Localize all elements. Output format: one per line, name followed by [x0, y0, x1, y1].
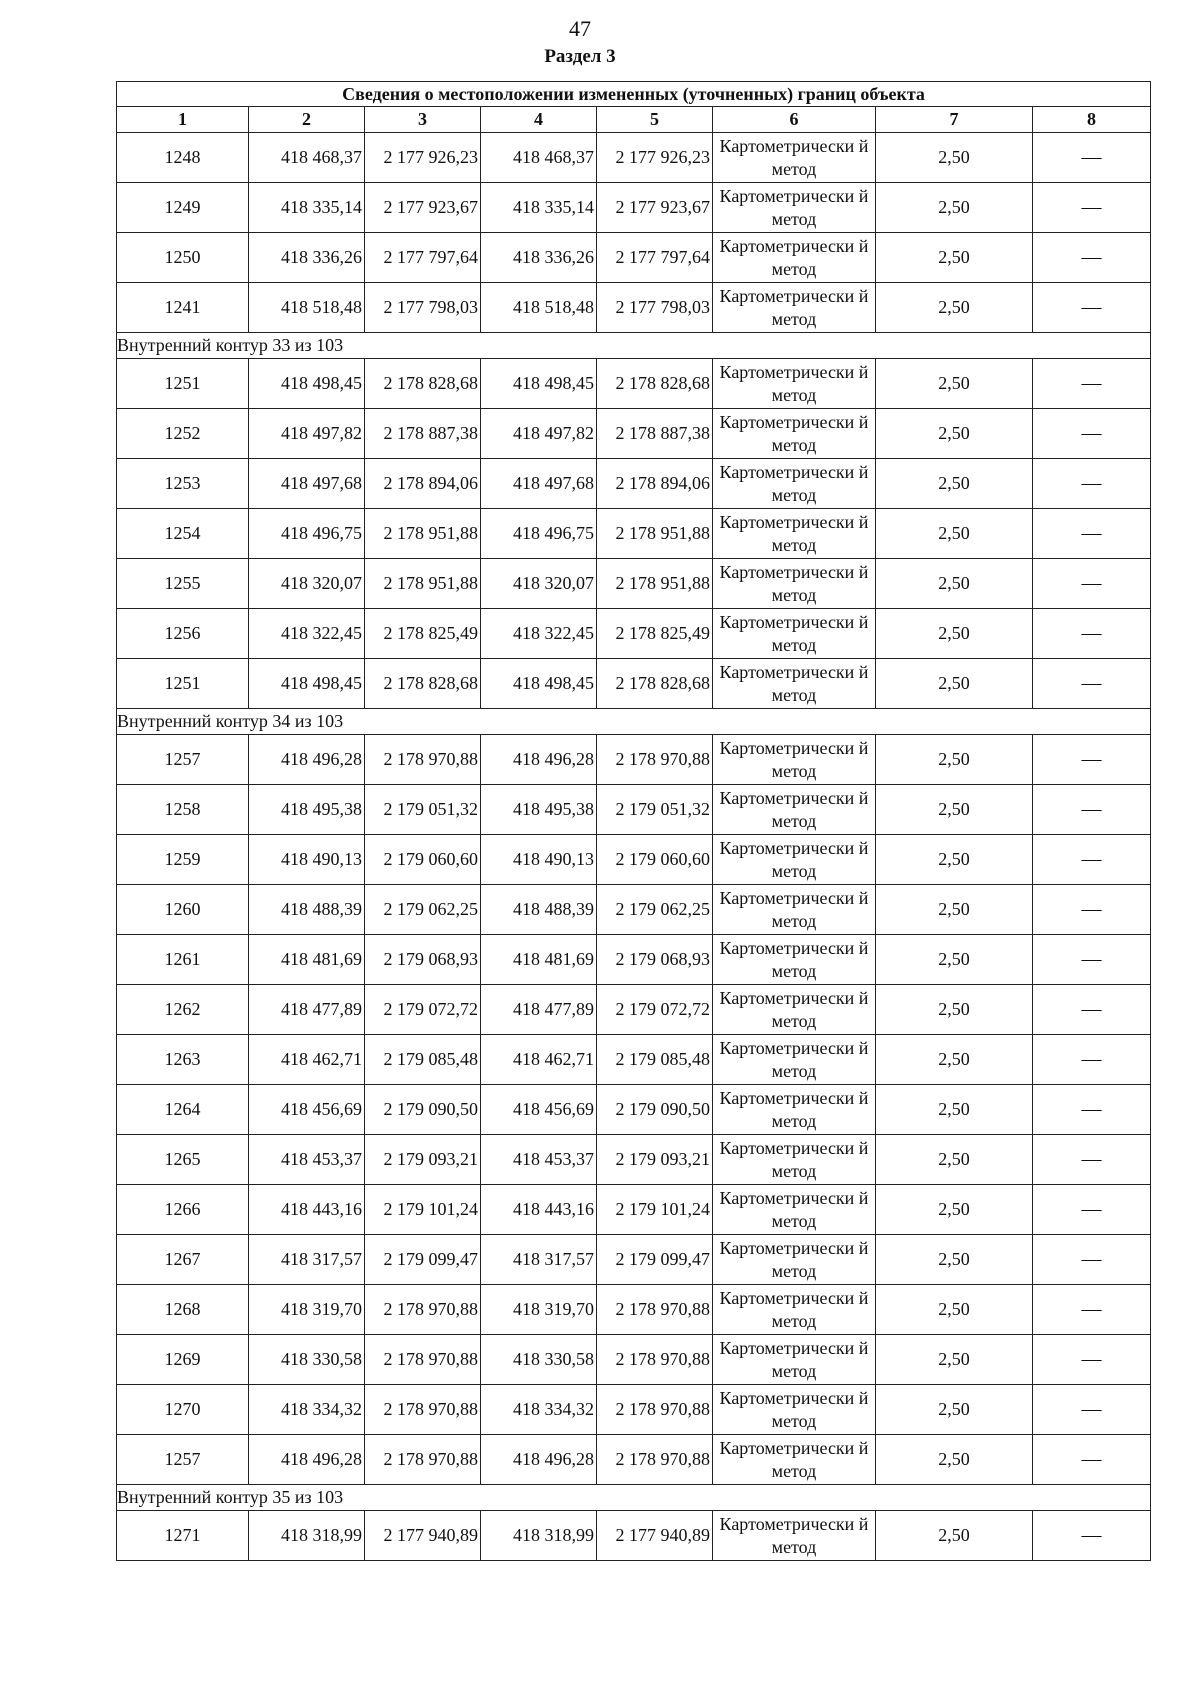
- accuracy-cell: 2,50: [876, 233, 1033, 283]
- point-number-cell: 1254: [117, 509, 249, 559]
- table-row: [117, 1385, 1151, 1435]
- point-number-cell: 1241: [117, 283, 249, 333]
- method-cell: Картометрически й метод: [713, 735, 876, 785]
- y-old-cell: 2 178 951,88: [365, 509, 481, 559]
- point-number-cell: 1263: [117, 1035, 249, 1085]
- method-cell: Картометрически й метод: [713, 283, 876, 333]
- x-new-cell: 418 496,28: [481, 735, 597, 785]
- x-old-cell: 418 462,71: [249, 1035, 365, 1085]
- accuracy-cell: 2,50: [876, 609, 1033, 659]
- x-old-cell: 418 477,89: [249, 985, 365, 1035]
- description-cell: —: [1033, 133, 1151, 183]
- x-new-cell: 418 468,37: [481, 133, 597, 183]
- description-cell: —: [1033, 1235, 1151, 1285]
- x-old-cell: 418 498,45: [249, 359, 365, 409]
- x-new-cell: 418 462,71: [481, 1035, 597, 1085]
- method-cell: Картометрически й метод: [713, 609, 876, 659]
- contour-row: [117, 1485, 1151, 1511]
- y-new-cell: 2 177 940,89: [597, 1511, 713, 1561]
- table-row: [117, 735, 1151, 785]
- column-header: 4: [481, 107, 597, 133]
- y-old-cell: 2 179 101,24: [365, 1185, 481, 1235]
- description-cell: —: [1033, 183, 1151, 233]
- point-number-cell: 1250: [117, 233, 249, 283]
- y-old-cell: 2 178 951,88: [365, 559, 481, 609]
- x-new-cell: 418 490,13: [481, 835, 597, 885]
- x-new-cell: 418 497,68: [481, 459, 597, 509]
- table-row: [117, 935, 1151, 985]
- y-old-cell: 2 178 970,88: [365, 1385, 481, 1435]
- y-old-cell: 2 178 828,68: [365, 659, 481, 709]
- method-cell: Картометрически й метод: [713, 359, 876, 409]
- x-new-cell: 418 496,75: [481, 509, 597, 559]
- method-cell: Картометрически й метод: [713, 459, 876, 509]
- x-new-cell: 418 477,89: [481, 985, 597, 1035]
- y-new-cell: 2 178 894,06: [597, 459, 713, 509]
- description-cell: —: [1033, 283, 1151, 333]
- description-cell: —: [1033, 935, 1151, 985]
- x-old-cell: 418 456,69: [249, 1085, 365, 1135]
- column-header: 1: [117, 107, 249, 133]
- y-old-cell: 2 179 051,32: [365, 785, 481, 835]
- accuracy-cell: 2,50: [876, 559, 1033, 609]
- point-number-cell: 1253: [117, 459, 249, 509]
- accuracy-cell: 2,50: [876, 659, 1033, 709]
- contour-label: Внутренний контур 34 из 103: [117, 709, 1151, 735]
- y-new-cell: 2 178 970,88: [597, 1385, 713, 1435]
- method-cell: Картометрически й метод: [713, 1035, 876, 1085]
- contour-row: [117, 709, 1151, 735]
- x-old-cell: 418 318,99: [249, 1511, 365, 1561]
- x-old-cell: 418 518,48: [249, 283, 365, 333]
- y-new-cell: 2 178 970,88: [597, 1285, 713, 1335]
- accuracy-cell: 2,50: [876, 183, 1033, 233]
- point-number-cell: 1266: [117, 1185, 249, 1235]
- x-new-cell: 418 336,26: [481, 233, 597, 283]
- point-number-cell: 1257: [117, 735, 249, 785]
- x-new-cell: 418 320,07: [481, 559, 597, 609]
- y-new-cell: 2 179 060,60: [597, 835, 713, 885]
- y-old-cell: 2 177 940,89: [365, 1511, 481, 1561]
- accuracy-cell: 2,50: [876, 1335, 1033, 1385]
- method-cell: Картометрически й метод: [713, 659, 876, 709]
- y-old-cell: 2 177 926,23: [365, 133, 481, 183]
- table-row: [117, 233, 1151, 283]
- description-cell: —: [1033, 559, 1151, 609]
- y-new-cell: 2 179 085,48: [597, 1035, 713, 1085]
- x-old-cell: 418 468,37: [249, 133, 365, 183]
- method-cell: Картометрически й метод: [713, 1335, 876, 1385]
- x-old-cell: 418 335,14: [249, 183, 365, 233]
- description-cell: —: [1033, 359, 1151, 409]
- method-cell: Картометрически й метод: [713, 1435, 876, 1485]
- x-old-cell: 418 317,57: [249, 1235, 365, 1285]
- column-header: 7: [876, 107, 1033, 133]
- method-cell: Картометрически й метод: [713, 1285, 876, 1335]
- section-title: Раздел 3: [544, 46, 616, 67]
- table-row: [117, 183, 1151, 233]
- method-cell: Картометрически й метод: [713, 1085, 876, 1135]
- table-row: [117, 559, 1151, 609]
- y-old-cell: 2 179 060,60: [365, 835, 481, 885]
- table-row: [117, 785, 1151, 835]
- x-new-cell: 418 495,38: [481, 785, 597, 835]
- x-new-cell: 418 453,37: [481, 1135, 597, 1185]
- y-new-cell: 2 179 051,32: [597, 785, 713, 835]
- y-new-cell: 2 178 951,88: [597, 559, 713, 609]
- contour-row: [117, 333, 1151, 359]
- x-old-cell: 418 334,32: [249, 1385, 365, 1435]
- x-new-cell: 418 498,45: [481, 659, 597, 709]
- y-old-cell: 2 178 887,38: [365, 409, 481, 459]
- table-row: [117, 1085, 1151, 1135]
- description-cell: —: [1033, 509, 1151, 559]
- x-new-cell: 418 443,16: [481, 1185, 597, 1235]
- table-row: [117, 885, 1151, 935]
- point-number-cell: 1271: [117, 1511, 249, 1561]
- y-new-cell: 2 178 970,88: [597, 1335, 713, 1385]
- header-row: [117, 107, 1151, 133]
- y-old-cell: 2 178 894,06: [365, 459, 481, 509]
- table-row: [117, 1035, 1151, 1085]
- point-number-cell: 1269: [117, 1335, 249, 1385]
- y-new-cell: 2 179 072,72: [597, 985, 713, 1035]
- accuracy-cell: 2,50: [876, 133, 1033, 183]
- y-new-cell: 2 178 970,88: [597, 735, 713, 785]
- point-number-cell: 1252: [117, 409, 249, 459]
- y-old-cell: 2 179 099,47: [365, 1235, 481, 1285]
- y-old-cell: 2 177 797,64: [365, 233, 481, 283]
- point-number-cell: 1256: [117, 609, 249, 659]
- description-cell: —: [1033, 1085, 1151, 1135]
- y-new-cell: 2 179 090,50: [597, 1085, 713, 1135]
- table-row: [117, 1185, 1151, 1235]
- y-new-cell: 2 177 923,67: [597, 183, 713, 233]
- method-cell: Картометрически й метод: [713, 1511, 876, 1561]
- contour-label: Внутренний контур 35 из 103: [117, 1485, 1151, 1511]
- y-new-cell: 2 178 970,88: [597, 1435, 713, 1485]
- description-cell: —: [1033, 1185, 1151, 1235]
- point-number-cell: 1257: [117, 1435, 249, 1485]
- y-new-cell: 2 179 062,25: [597, 885, 713, 935]
- y-old-cell: 2 179 085,48: [365, 1035, 481, 1085]
- column-header: 6: [713, 107, 876, 133]
- point-number-cell: 1262: [117, 985, 249, 1035]
- y-new-cell: 2 178 951,88: [597, 509, 713, 559]
- y-old-cell: 2 179 093,21: [365, 1135, 481, 1185]
- table-row: [117, 1235, 1151, 1285]
- y-old-cell: 2 179 072,72: [365, 985, 481, 1035]
- description-cell: —: [1033, 1511, 1151, 1561]
- table-row: [117, 409, 1151, 459]
- description-cell: —: [1033, 1385, 1151, 1435]
- x-old-cell: 418 453,37: [249, 1135, 365, 1185]
- method-cell: Картометрически й метод: [713, 559, 876, 609]
- description-cell: —: [1033, 459, 1151, 509]
- x-old-cell: 418 497,82: [249, 409, 365, 459]
- y-new-cell: 2 177 798,03: [597, 283, 713, 333]
- method-cell: Картометрически й метод: [713, 1185, 876, 1235]
- accuracy-cell: 2,50: [876, 935, 1033, 985]
- description-cell: —: [1033, 1285, 1151, 1335]
- y-new-cell: 2 178 828,68: [597, 359, 713, 409]
- method-cell: Картометрически й метод: [713, 1135, 876, 1185]
- accuracy-cell: 2,50: [876, 735, 1033, 785]
- accuracy-cell: 2,50: [876, 1285, 1033, 1335]
- x-old-cell: 418 496,28: [249, 735, 365, 785]
- point-number-cell: 1268: [117, 1285, 249, 1335]
- y-new-cell: 2 178 887,38: [597, 409, 713, 459]
- y-new-cell: 2 179 099,47: [597, 1235, 713, 1285]
- table-row: [117, 1511, 1151, 1561]
- description-cell: —: [1033, 885, 1151, 935]
- description-cell: —: [1033, 1035, 1151, 1085]
- table-row: [117, 985, 1151, 1035]
- y-old-cell: 2 177 798,03: [365, 283, 481, 333]
- description-cell: —: [1033, 409, 1151, 459]
- description-cell: —: [1033, 1435, 1151, 1485]
- table-row: [117, 659, 1151, 709]
- accuracy-cell: 2,50: [876, 509, 1033, 559]
- point-number-cell: 1270: [117, 1385, 249, 1435]
- description-cell: —: [1033, 1335, 1151, 1385]
- description-cell: —: [1033, 609, 1151, 659]
- point-number-cell: 1249: [117, 183, 249, 233]
- x-new-cell: 418 498,45: [481, 359, 597, 409]
- x-new-cell: 418 518,48: [481, 283, 597, 333]
- method-cell: Картометрически й метод: [713, 183, 876, 233]
- table-row: [117, 133, 1151, 183]
- x-new-cell: 418 488,39: [481, 885, 597, 935]
- point-number-cell: 1260: [117, 885, 249, 935]
- accuracy-cell: 2,50: [876, 1511, 1033, 1561]
- point-number-cell: 1267: [117, 1235, 249, 1285]
- y-old-cell: 2 178 970,88: [365, 735, 481, 785]
- description-cell: —: [1033, 735, 1151, 785]
- description-cell: —: [1033, 1135, 1151, 1185]
- y-old-cell: 2 178 828,68: [365, 359, 481, 409]
- table-row: [117, 1335, 1151, 1385]
- y-new-cell: 2 178 828,68: [597, 659, 713, 709]
- accuracy-cell: 2,50: [876, 985, 1033, 1035]
- x-old-cell: 418 322,45: [249, 609, 365, 659]
- table-caption: Сведения о местоположении измененных (уточненных) границ объекта: [117, 82, 1151, 107]
- y-old-cell: 2 177 923,67: [365, 183, 481, 233]
- description-cell: —: [1033, 985, 1151, 1035]
- point-number-cell: 1251: [117, 359, 249, 409]
- point-number-cell: 1251: [117, 659, 249, 709]
- x-new-cell: 418 318,99: [481, 1511, 597, 1561]
- point-number-cell: 1265: [117, 1135, 249, 1185]
- x-new-cell: 418 497,82: [481, 409, 597, 459]
- description-cell: —: [1033, 785, 1151, 835]
- method-cell: Картометрически й метод: [713, 133, 876, 183]
- y-old-cell: 2 178 970,88: [365, 1285, 481, 1335]
- point-number-cell: 1259: [117, 835, 249, 885]
- accuracy-cell: 2,50: [876, 1385, 1033, 1435]
- x-old-cell: 418 495,38: [249, 785, 365, 835]
- method-cell: Картометрически й метод: [713, 409, 876, 459]
- x-old-cell: 418 488,39: [249, 885, 365, 935]
- accuracy-cell: 2,50: [876, 1435, 1033, 1485]
- x-new-cell: 418 456,69: [481, 1085, 597, 1135]
- accuracy-cell: 2,50: [876, 1185, 1033, 1235]
- x-old-cell: 418 481,69: [249, 935, 365, 985]
- x-old-cell: 418 496,75: [249, 509, 365, 559]
- x-new-cell: 418 334,32: [481, 1385, 597, 1435]
- method-cell: Картометрически й метод: [713, 509, 876, 559]
- x-new-cell: 418 330,58: [481, 1335, 597, 1385]
- column-header: 8: [1033, 107, 1151, 133]
- x-new-cell: 418 481,69: [481, 935, 597, 985]
- y-old-cell: 2 179 062,25: [365, 885, 481, 935]
- method-cell: Картометрически й метод: [713, 785, 876, 835]
- method-cell: Картометрически й метод: [713, 835, 876, 885]
- x-new-cell: 418 322,45: [481, 609, 597, 659]
- y-new-cell: 2 178 825,49: [597, 609, 713, 659]
- y-new-cell: 2 177 797,64: [597, 233, 713, 283]
- y-old-cell: 2 179 090,50: [365, 1085, 481, 1135]
- y-old-cell: 2 178 825,49: [365, 609, 481, 659]
- accuracy-cell: 2,50: [876, 459, 1033, 509]
- method-cell: Картометрически й метод: [713, 985, 876, 1035]
- point-number-cell: 1264: [117, 1085, 249, 1135]
- table-row: [117, 283, 1151, 333]
- point-number-cell: 1248: [117, 133, 249, 183]
- table-body: [117, 133, 1151, 1561]
- column-header: 5: [597, 107, 713, 133]
- accuracy-cell: 2,50: [876, 835, 1033, 885]
- description-cell: —: [1033, 835, 1151, 885]
- accuracy-cell: 2,50: [876, 1135, 1033, 1185]
- description-cell: —: [1033, 233, 1151, 283]
- y-new-cell: 2 179 101,24: [597, 1185, 713, 1235]
- table-row: [117, 1285, 1151, 1335]
- method-cell: Картометрически й метод: [713, 1235, 876, 1285]
- table-row: [117, 835, 1151, 885]
- table-row: [117, 609, 1151, 659]
- x-old-cell: 418 336,26: [249, 233, 365, 283]
- accuracy-cell: 2,50: [876, 1085, 1033, 1135]
- accuracy-cell: 2,50: [876, 409, 1033, 459]
- coordinates-table: [116, 81, 1151, 1561]
- accuracy-cell: 2,50: [876, 359, 1033, 409]
- method-cell: Картометрически й метод: [713, 1385, 876, 1435]
- accuracy-cell: 2,50: [876, 283, 1033, 333]
- description-cell: —: [1033, 659, 1151, 709]
- y-old-cell: 2 179 068,93: [365, 935, 481, 985]
- column-header: 2: [249, 107, 365, 133]
- column-header: 3: [365, 107, 481, 133]
- table-row: [117, 509, 1151, 559]
- y-new-cell: 2 177 926,23: [597, 133, 713, 183]
- method-cell: Картометрически й метод: [713, 233, 876, 283]
- point-number-cell: 1258: [117, 785, 249, 835]
- x-old-cell: 418 498,45: [249, 659, 365, 709]
- x-old-cell: 418 319,70: [249, 1285, 365, 1335]
- x-new-cell: 418 496,28: [481, 1435, 597, 1485]
- table-row: [117, 1135, 1151, 1185]
- point-number-cell: 1255: [117, 559, 249, 609]
- x-old-cell: 418 330,58: [249, 1335, 365, 1385]
- x-old-cell: 418 490,13: [249, 835, 365, 885]
- accuracy-cell: 2,50: [876, 1235, 1033, 1285]
- table-row: [117, 1435, 1151, 1485]
- x-old-cell: 418 443,16: [249, 1185, 365, 1235]
- y-old-cell: 2 178 970,88: [365, 1435, 481, 1485]
- accuracy-cell: 2,50: [876, 1035, 1033, 1085]
- contour-label: Внутренний контур 33 из 103: [117, 333, 1151, 359]
- table-row: [117, 459, 1151, 509]
- y-new-cell: 2 179 093,21: [597, 1135, 713, 1185]
- y-new-cell: 2 179 068,93: [597, 935, 713, 985]
- y-old-cell: 2 178 970,88: [365, 1335, 481, 1385]
- method-cell: Картометрически й метод: [713, 885, 876, 935]
- page-number: 47: [569, 16, 591, 41]
- x-new-cell: 418 319,70: [481, 1285, 597, 1335]
- point-number-cell: 1261: [117, 935, 249, 985]
- accuracy-cell: 2,50: [876, 785, 1033, 835]
- table-row: [117, 359, 1151, 409]
- x-old-cell: 418 497,68: [249, 459, 365, 509]
- x-old-cell: 418 320,07: [249, 559, 365, 609]
- accuracy-cell: 2,50: [876, 885, 1033, 935]
- method-cell: Картометрически й метод: [713, 935, 876, 985]
- x-old-cell: 418 496,28: [249, 1435, 365, 1485]
- x-new-cell: 418 335,14: [481, 183, 597, 233]
- x-new-cell: 418 317,57: [481, 1235, 597, 1285]
